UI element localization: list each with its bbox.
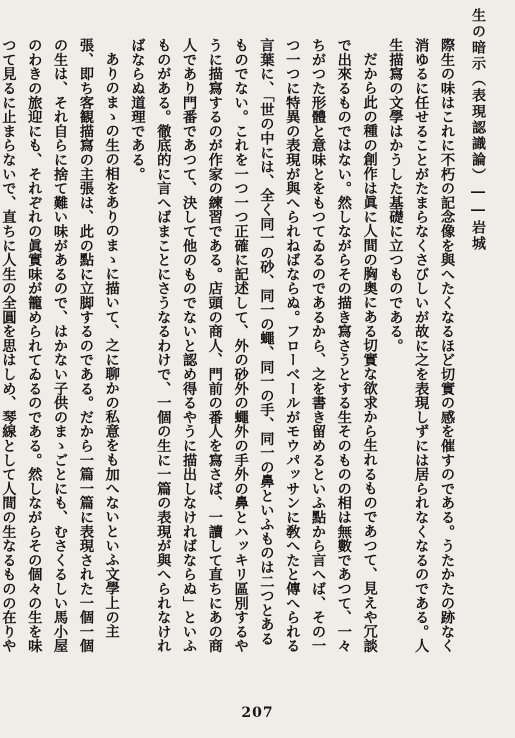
running-title: 生の暗示（表現認識論）――岩城 <box>470 8 486 252</box>
page-number: 207 <box>241 705 274 721</box>
paragraph: だから此の種の創作は眞に人間の胸奥にある切實な欲求から生れるものであつて、見えや冗談で出來るものではない。然しながらその描き寫さうとする生そのものの相は無數であつて、一々ちがつた形體と意味とをもつてゐるのであるから、之を書き留めるといふ點から言へば、その一つ一つに特異の表現が與へられねばならぬ。フローベールがモウパッサンに敎へたと傳へられる言葉に、「世の中には、全く同一の砂、同一の蠅、同一の手、同一の鼻といふものは二つとあるものでない。これを一つ一つ正確に記述して、外の砂外の蠅外の手外の鼻とハッキリ區別するやうに描寫するのが作家の練習である。店頭の商人、門前の番人を寫さば、一讀して直ちにあの商人であり門番であつて、決して他のものでないと認め得るやうに描出しなければならぬ」といふものがある。徹底的に言へばまことにさうなるわけで、一個の生に一篇の表現が與へられなければならぬ道理である。 <box>129 38 378 653</box>
paragraph: ありのまゝの生の相をありのまゝに描いて、之に聊かの私意をも加へないといふ文學上の主張、即ち客観描寫の主張は、此の點に立脚するのである。だから一篇一篇に表現された一個一個の生は、それ自らに捨て難い味があるので、はかない子供のまゝごとにも、むさくるしい馬小屋のわきの旅迎にも、それぞれの眞實味が籠められてゐるのである。然しながらその個々の生を味つて見るに止まらないで、直ちに人生の全圓を思はしめ、琴線として人間の生なるものの在りや <box>0 38 120 653</box>
paragraph: 際生の味はこれに不朽の記念像を與へたくなるほど切實の感を催すのである。うたかたの跡なく消ゆるに任せることがたまらなくさびしいが故に之を表現しずには居られなくなるのである。人生描寫の文學はかうした基礎に立つものである。 <box>387 38 455 653</box>
body-text <box>0 38 459 658</box>
running-header <box>467 8 489 630</box>
